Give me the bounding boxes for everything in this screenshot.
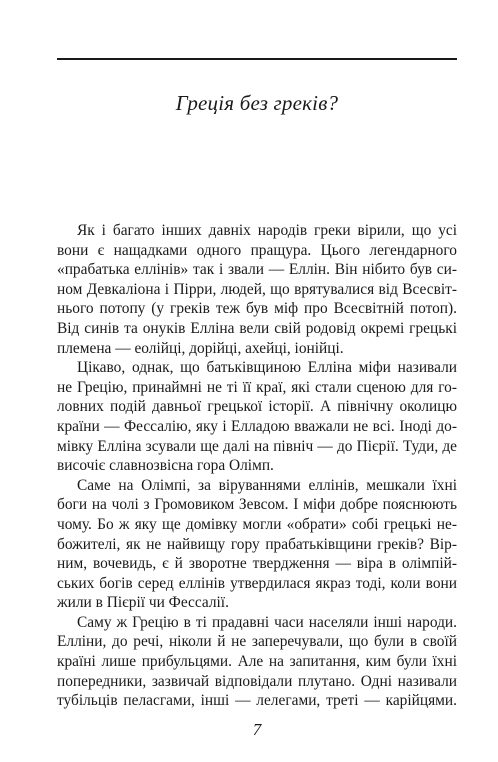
header-rule	[57, 58, 457, 60]
text-line: Від синів та онуків Еллінa вели свій родовід окремі грецькі	[57, 319, 457, 337]
page-number: 7	[252, 720, 262, 739]
text-line: Саму ж Грецію в ті прадавні часи населяли інші народи.	[77, 613, 457, 631]
paragraph	[57, 476, 457, 613]
text-line: Саме на Олімпі, за віруваннями еллінів, мешкали їхні	[77, 476, 457, 494]
text-line: жили в Пієрії чи Фессалії.	[57, 594, 229, 612]
text-line: ських богів серед еллінів утвердилася якраз тоді, коли вони	[57, 574, 457, 592]
text-line: ловних подій давньої грецької історії. А північну околицю	[57, 398, 457, 416]
paragraph	[57, 221, 457, 358]
chapter-title: Греція без греків?	[175, 91, 339, 115]
text-line: Як і багато інших давніх народів греки вірили, що усі	[77, 222, 457, 239]
text-line: тубільців пеласгами, інші — лелегами, треті — карійцями.	[57, 692, 457, 710]
text-line: не Грецію, принаймні не ті її краї, які стали сценою для го-	[57, 378, 457, 396]
text-line: племена — еолійці, дорійці, ахейці, іонійці.	[57, 339, 344, 357]
text-line: нього потопу (у греків теж був міф про Всесвітній потоп).	[57, 300, 457, 318]
text-line: височіє славнозвісна гора Олімп.	[57, 457, 274, 475]
body-text	[57, 221, 457, 711]
text-line: «прабатька еллінів» так і звали — Еллін. Він нібито був си-	[57, 261, 457, 279]
text-line: країні лише прибульцями. Але на запитання, ким були їхні	[57, 653, 457, 671]
text-line: вони є нащадками одного пращура. Цього легендарного	[57, 241, 457, 259]
text-line: ним, вочевидь, є й зворотне твердження — віра в олімпій-	[57, 555, 457, 573]
text-line: божителі, як не найвищу гору прабатьківщини греків? Вір-	[57, 535, 457, 553]
text-line: Цікаво, однак, що батьківщиною Еллінa міфи називали	[77, 359, 457, 377]
text-line: боги на чолі з Громовиком Зевсом. І міфи добре пояснюють	[57, 496, 457, 514]
text-line: ном Девкаліона і Пірри, людей, що врятувалися від Всесвіт-	[57, 280, 457, 298]
text-line: мівку Еллінa зсували ще далі на північ — до Пієрії. Туди, де	[57, 437, 457, 455]
text-line: країни — Фессалію, яку і Елладою вважали не всі. Іноді до-	[57, 417, 457, 435]
paragraph	[57, 613, 457, 711]
text-line: Елліни, до речі, ніколи й не заперечували, що були в своїй	[57, 633, 457, 651]
text-line: попередники, зазвичай відповідали плутано. Одні називали	[57, 672, 457, 690]
text-line: чому. Бо ж яку ще домівку могли «обрати» собі грецькі не-	[57, 515, 457, 533]
paragraph	[57, 358, 457, 476]
